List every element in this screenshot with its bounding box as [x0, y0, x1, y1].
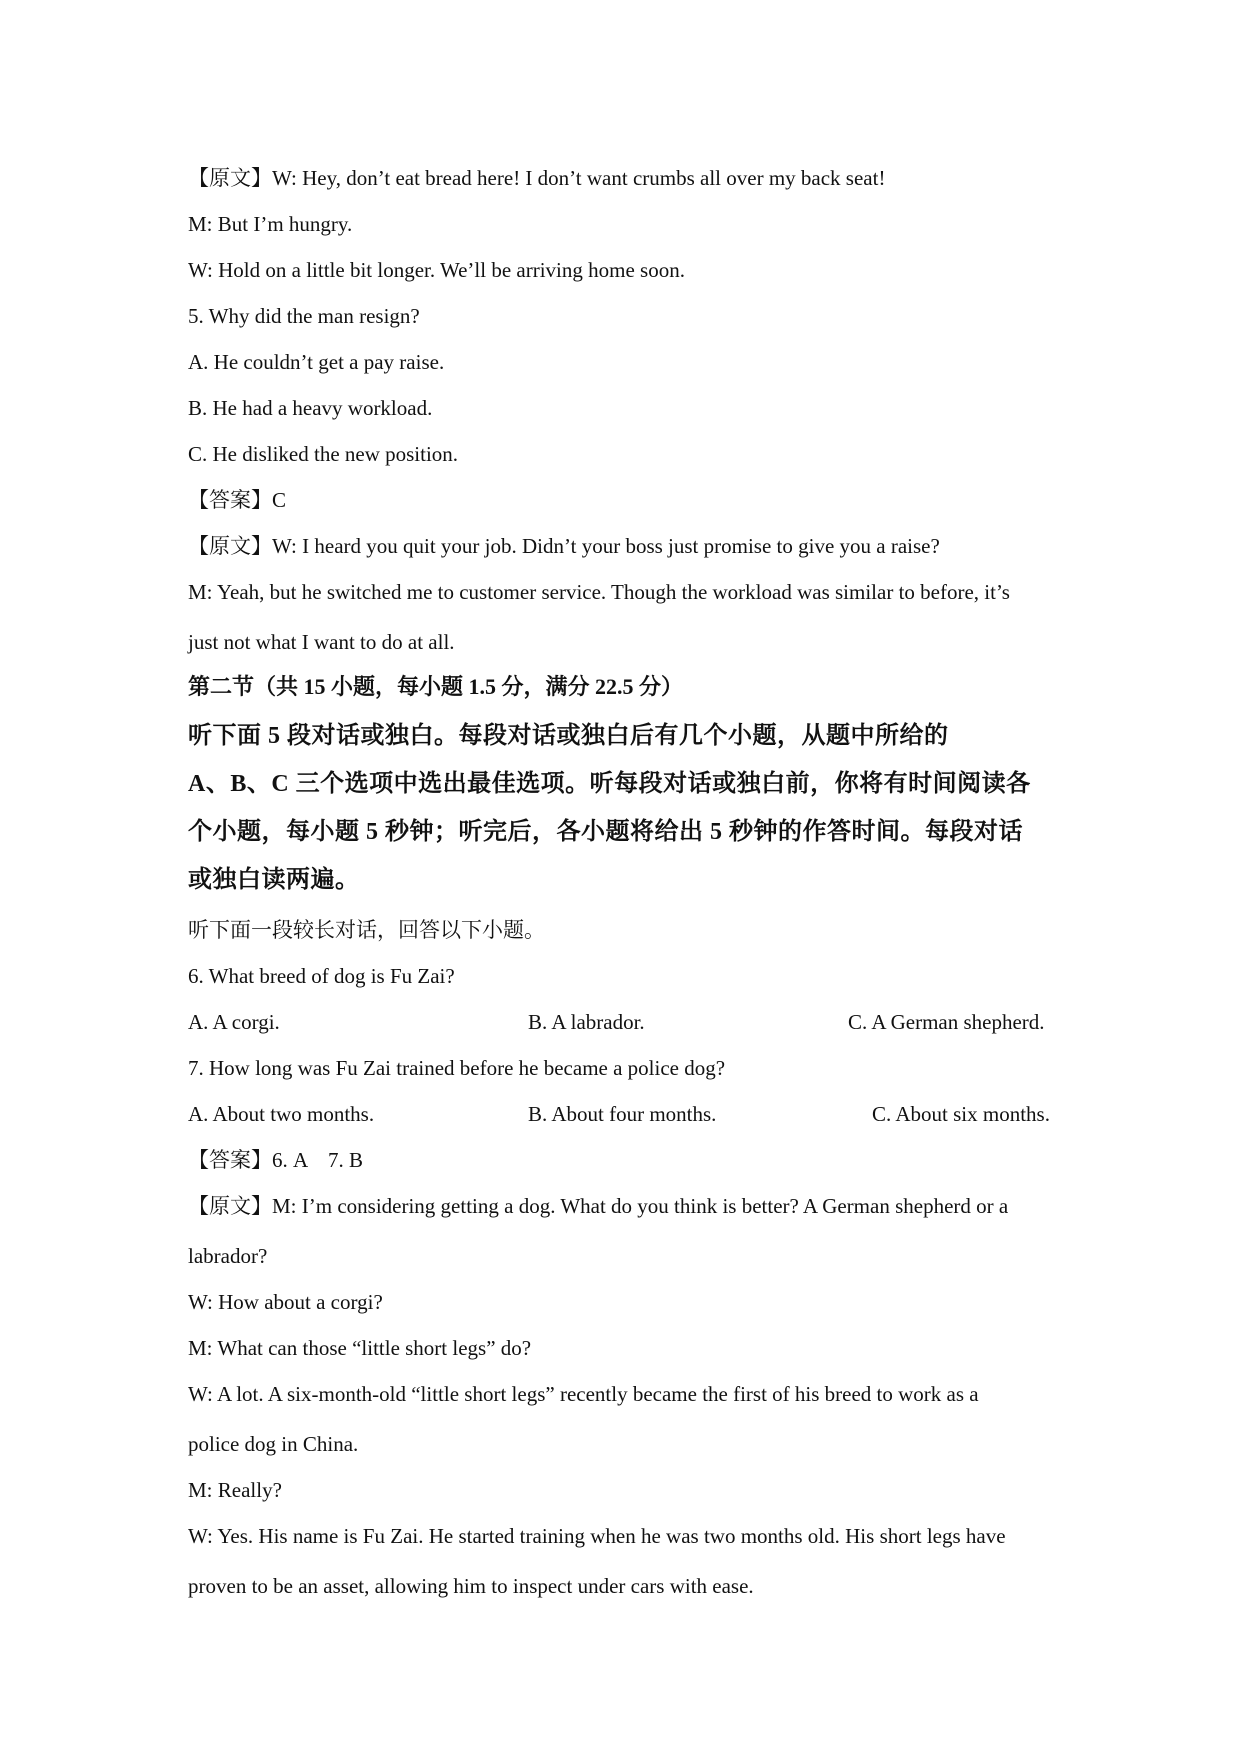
option-b: B. A labrador. [528, 1010, 645, 1034]
section-intro: 听下面一段较长对话，回答以下小题。 [188, 918, 545, 942]
instruction-line: 个小题，每小题 5 秒钟；听完后，各小题将给出 5 秒钟的作答时间。每段对话 [188, 819, 1023, 845]
question-text: 7. How long was Fu Zai trained before he became a police dog? [188, 1056, 726, 1080]
option-b: B. About four months. [528, 1102, 717, 1126]
transcript-line: M: Yeah, but he switched me to customer service. Though the workload was similar to before, it’s [188, 580, 1010, 604]
option-text: A. He couldn’t get a pay raise. [188, 350, 445, 374]
transcript-line: M: Really? [188, 1478, 282, 1502]
instruction-line: A、B、C 三个选项中选出最佳选项。听每段对话或独白前，你将有时间阅读各 [188, 771, 1031, 797]
instruction-line: 或独白读两遍。 [188, 867, 360, 893]
transcript-line: 【原文】W: I heard you quit your job. Didn’t your boss just promise to give you a raise? [188, 534, 940, 558]
transcript-line: W: Hold on a little bit longer. We’ll be arriving home soon. [188, 258, 685, 282]
option-text: B. He had a heavy workload. [188, 396, 433, 420]
transcript-line: just not what I want to do at all. [188, 630, 455, 654]
option-text: C. He disliked the new position. [188, 442, 459, 466]
option-a: A. A corgi. [188, 1010, 280, 1034]
option-c: C. A German shepherd. [848, 1010, 1045, 1034]
transcript-line: M: But I’m hungry. [188, 212, 353, 236]
transcript-line: labrador? [188, 1244, 268, 1268]
transcript-line: proven to be an asset, allowing him to inspect under cars with ease. [188, 1574, 754, 1598]
option-c: C. About six months. [872, 1102, 1050, 1126]
instruction-line: 听下面 5 段对话或独白。每段对话或独白后有几个小题，从题中所给的 [188, 723, 949, 749]
transcript-line: 【原文】W: Hey, don’t eat bread here! I don’t want crumbs all over my back seat! [188, 166, 886, 190]
transcript-line: W: Yes. His name is Fu Zai. He started training when he was two months old. His short legs have [188, 1524, 1006, 1548]
section-heading: 第二节（共 15 小题，每小题 1.5 分，满分 22.5 分） [188, 674, 684, 699]
answer-text: 【答案】C [188, 488, 287, 512]
option-a: A. About two months. [188, 1102, 375, 1126]
transcript-line: W: A lot. A six-month-old “little short legs” recently became the first of his breed to work as a [188, 1382, 979, 1406]
transcript-line: M: What can those “little short legs” do? [188, 1336, 532, 1360]
question-text: 5. Why did the man resign? [188, 304, 420, 328]
transcript-line: W: How about a corgi? [188, 1290, 383, 1314]
transcript-line: 【原文】M: I’m considering getting a dog. What do you think is better? A German shepherd or a [188, 1194, 1009, 1218]
answer-text: 【答案】6. A 7. B [188, 1148, 364, 1172]
transcript-line: police dog in China. [188, 1432, 359, 1456]
question-text: 6. What breed of dog is Fu Zai? [188, 964, 455, 988]
